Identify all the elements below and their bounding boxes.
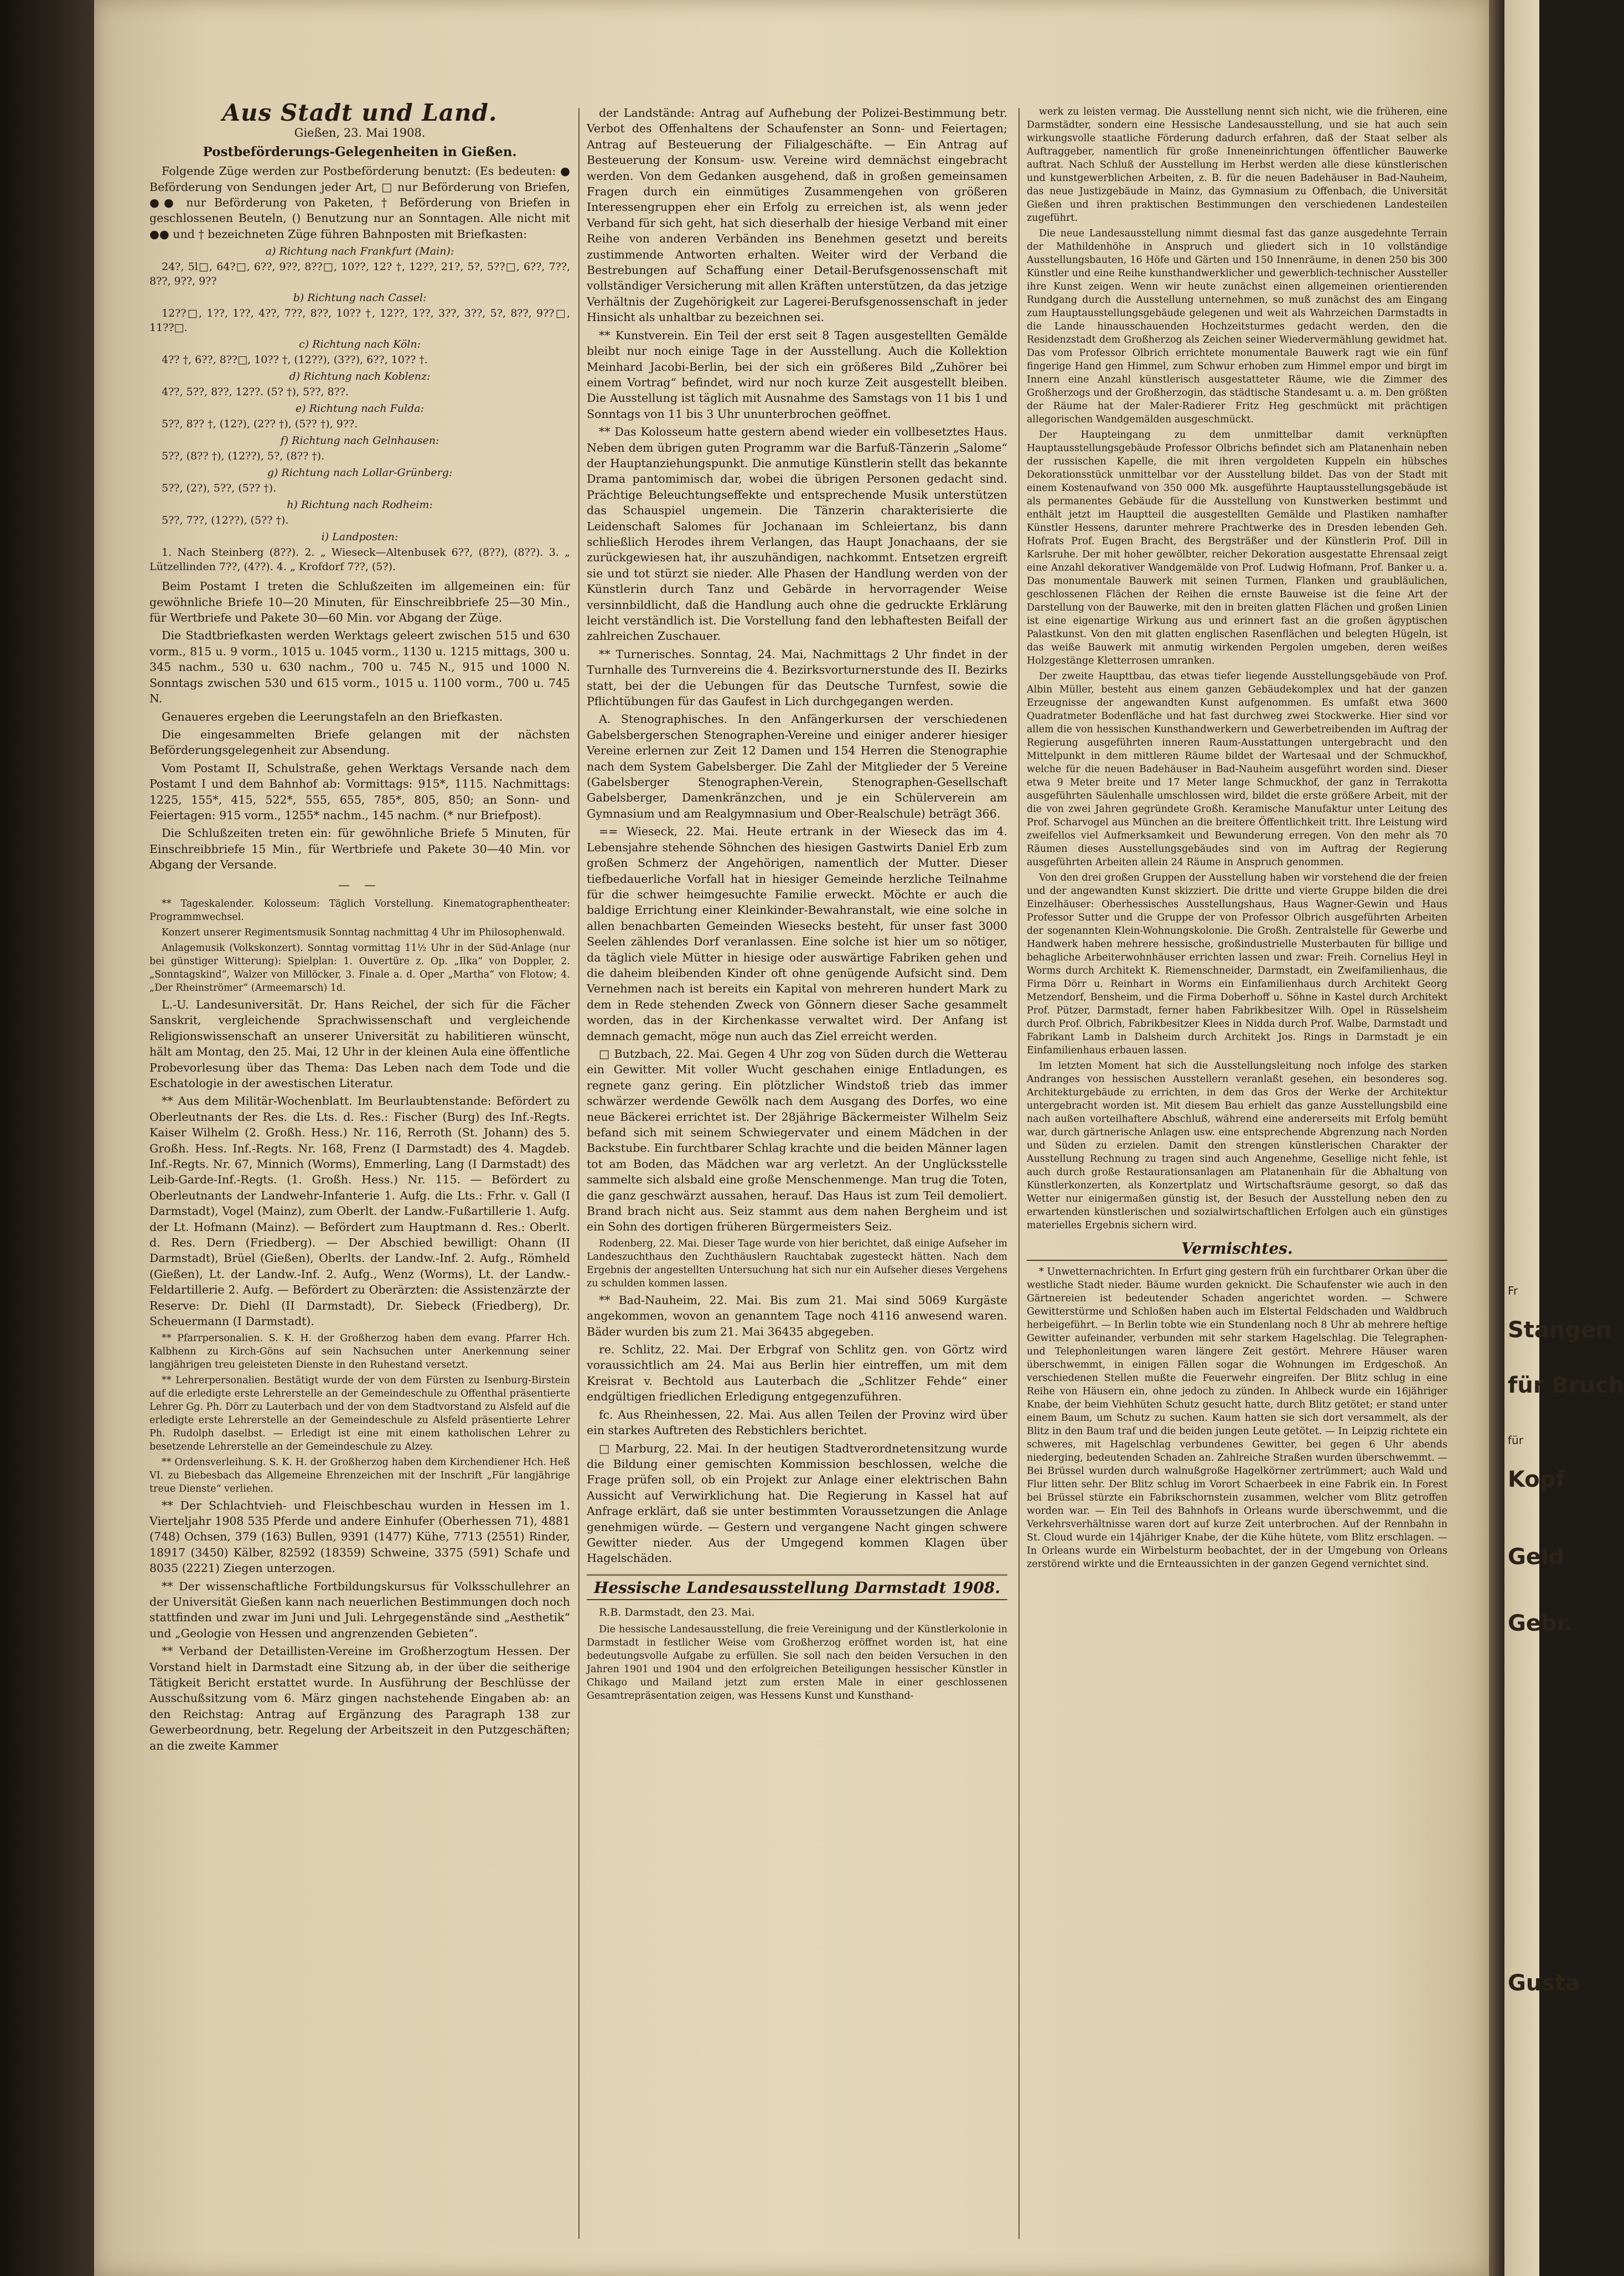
train-schedule	[149, 244, 570, 574]
article-paragraph: Die Stadtbriefkasten werden Werktags geleert zwischen 515 und 630 vorm., 815 u. 9 vorm., 1015 u. 1045 vorm., 1130 u. 1215 mittags, 300 u. 345 nachm., 530 u. 630 nachm., 700 u. 745 N., 915 und 1000 N. Sonntags zwischen 530 und 615 vorm., 1015 u. 1100 vorm., 700 u. 745 N.	[149, 629, 570, 706]
column-2	[587, 105, 1007, 2242]
article-paragraph: ** Verband der Detaillisten-Vereine im Großherzogtum Hessen. Der Vorstand hielt in Darmstadt eine Sitzung ab, in der über die seitherige Tätigkeit Bericht erstattet wurde. In Ausführung der Beschlüsse der Ausschußsitzung vom 6. März gingen nachstehende Eingaben ab: an den Reichstag: Antrag auf Ergänzung des Paragraph 138 zur Gewerbeordnung, betr. Regelung der Arbeitszeit in den Putzgeschäften; an die zweite Kammer	[149, 1644, 570, 1752]
article-paragraph: Die neue Landesausstellung nimmt diesmal fast das ganze ausgedehnte Terrain der Mathildenhöhe in Anspruch und gliedert sich in 10 vollständige Ausstellungsbauten, 16 Höfe und Gärten und 150 Innenräume, in denen 250 bis 300 Künstler und eine Reihe kunsthandwerklicher und gewerblich-technischer Aussteller ihre Kunst zeigen. Wenn wir heute zunächst einen allgemeinen orientierenden Rundgang durch die Ausstellung unternehmen, so muß zunächst des am Eingang zum Hauptausstellungsgebäude gelegenen und weit als Wahrzeichen Darmstadts in die Lande hinausschauenden Hochzeitsturmes gedacht werden, den die Residenzstadt dem Großherzog als Zeichen seiner Wiedervermählung gewidmet hat. Das vom Professor Olbrich errichtete monumentale Bauwerk ragt wie ein fünf fingerige Hand gen Himmel, zum Schwur erhoben zum Himmel empor und birgt im Innern eine Anzahl künstlerisch ausgestatteter Räume, wie die Zimmer des Großherzogs und der Großherzogin, das städtische Standesamt u. a. m. Den größten der Räume hat der Maler-Radierer Fritz Heg geschmückt mit prächtigen allegorischen Wandgemälden ausgeschmückt.	[1027, 228, 1447, 425]
schedule-times: 4??, 5??, 8??, 12??. (5? †), 5??, 8??.	[162, 386, 349, 399]
schedule-times: 5??, (2?), 5??, (5?? †).	[162, 482, 277, 495]
article-heading: Postbeförderungs-Gelegenheiten in Gießen.	[203, 144, 517, 159]
schedule-times: 12??□, 1??, 1??, 4??, 7??, 8??, 10?? †, 12??, 1??, 3??, 3??, 5?, 8??, 9??□, 11??□.	[149, 307, 570, 334]
article-paragraph: Die eingesammelten Briefe gelangen mit der nächsten Beförderungsgelegenheit zur Absendung.	[149, 727, 570, 757]
article-paragraph: Die hessische Landesausstellung, die freie Vereinigung und der Künstlerkolonie in Darmstadt in festlicher Weise vom Großherzog eröffnet worden ist, hat eine bedeutungsvolle Aufgabe zu erfüllen. Sie soll nach den beiden Versuchen in den Jahren 1901 und 1904 und den erfolgreichen Beteiligungen hessischer Künstler in Chikago und Mailand jetzt zum ersten Male in einer geschlossenen Gesamtrepräsentation zeigen, was Hessens Kunst und Kunsthand-	[587, 1623, 1007, 1701]
notice-paragraph: Konzert unserer Regimentsmusik Sonntag nachmittag 4 Uhr im Philosophenwald.	[162, 927, 565, 938]
article-paragraph: ** Das Kolosseum hatte gestern abend wieder ein vollbesetztes Haus. Neben dem übrigen guten Programm war die Barfuß-Tänzerin „Salome“ der Hauptanziehungspunkt. Die anmutige Künstlerin stellt das bekannte Drama pantomimisch dar, wobei die übrigen Personen gedacht sind. Prächtige Beleuchtungseffekte und entsprechende Musik unterstützen das Schauspiel ungemein. Die Tänzerin charakterisierte die Leidenschaft Salomes für Jochanaan im Schleiertanz, bis dann schließlich Herodes ihrem Verlangen, das Haupt Jonachaans, der sie zurückgewiesen hat, ihr auszuhändigen, nachkommt. Entsetzen ergreift sie und tot stürzt sie nieder. Alle Phasen der Handlung werden von der Künstlerin durch Tanz und Gebärde in hervorragender Weise versinnbildlicht, daß die Handlung auch ohne die gedruckte Erklärung leicht verständlich ist. Die Vorstellung fand den lebhaftesten Beifall der zahlreichen Zuschauer.	[587, 425, 1007, 643]
schedule-heading: i) Landposten:	[321, 531, 399, 544]
article-paragraph: □ Marburg, 22. Mai. In der heutigen Stadtverordnetensitzung wurde die Bildung einer gemischten Kommission beschlossen, welche die Frage prüfen soll, ob ein Projekt zur Anlage einer elektrischen Bahn Aussicht auf Verwirklichung hat. Die Regierung in Kassel hat auf Anfrage erklärt, daß sie unter bestimmten Voraussetzungen die Anlage genehmigen würde. — Gestern und vergangene Nacht gingen schwere Gewitter nieder. Aus der Umgegend kommen Klagen über Hagelschäden.	[587, 1441, 1007, 1565]
article-paragraph: Folgende Züge werden zur Postbeförderung benutzt: (Es bedeuten: ● Beförderung von Sendungen jeder Art, □ nur Beförderung von Briefen, ●● nur Beförderung von Paketen, † Beförderung von Briefen in geschlossenen Beuteln, () Benutzung nur an Sonntagen. Alle nicht mit ●● und † bezeichneten Züge führen Bahnposten mit Briefkasten:	[149, 164, 570, 241]
article-paragraph: ** Der wissenschaftliche Fortbildungskursus für Volksschullehrer an der Universität Gießen kann nach neuerlichen Bestimmungen doch noch stattfinden und zwar im Juni und Juli. Lehrgegenstände sind „Aesthetik“ und „Geologie von Hessen und angrenzenden Gebieten“.	[149, 1579, 570, 1640]
exhibition-heading: Hessische Landesausstellung Darmstadt 1908.	[587, 1574, 1007, 1600]
article-paragraph: Genaueres ergeben die Leerungstafeln an den Briefkasten.	[162, 710, 503, 723]
article-paragraph: der Landstände: Antrag auf Aufhebung der Polizei-Bestimmung betr. Verbot des Offenhaltens der Schaufenster an Sonn- und Feiertagen; Antrag auf Besteuerung der Filialgeschäfte. — Ein Antrag auf Besteuerung der Konsum- usw. Vereine wird demnächst eingebracht werden. Von dem Gedanken ausgehend, daß in großen gemeinsamen Fragen durch ein einmütiges Zusammengehen von größeren Interessengruppen eher ein Erfolg zu erreichen ist, als wenn jeder Verband für sich geht, hat sich dieserhalb der hiesige Verband mit einer Reihe von anderen Verbänden ins Benehmen gesetzt und bereits zustimmende Antworten erhalten. Weiter wird der Verband die Bestrebungen auf Schaffung einer Detail-Berufsgenossenschaft mit vollständiger Versicherung mit allen Kräften unterstützen, da das jetzige Verhältnis der Zugehörigkeit zur Lagerei-Berufsgenossenschaft in jeder Hinsicht als unhaltbar zu bezeichnen sei.	[587, 106, 1007, 324]
article-paragraph: Vom Postamt II, Schulstraße, gehen Werktags Versande nach dem Postamt I und dem Bahnhof ab: Vormittags: 915*, 1115. Nachmittags: 1225, 155*, 415, 522*, 555, 655, 785*, 805, 850; an Sonn- und Feiertagen: 915 vorm., 1255* nachm., 145 nachm. (* nur Briefpost).	[149, 761, 570, 822]
article-paragraph: Der Haupteingang zu dem unmittelbar damit verknüpften Hauptausstellungsgebäude Professor Olbrichs befindet sich am Platanenhain neben der russischen Kapelle, die mit ihren vergoldeten Kuppeln ein hübsches Dekorationsstück unmittelbar vor der Ausstellung bildet. Das von der Stadt mit einem Kostenaufwand von 350 000 Mk. ausgeführte Hauptausstellungsgebäude ist als permanentes Gebäude für die Ausstellung von Kunstwerken bestimmt und enthält jetzt im Hauptteil die ausgestellten Gemälde und Plastiken namhafter Künstler Hessens, darunter mehrere Prachtwerke des in Dresden lebenden Geh. Hofrats Prof. Eugen Bracht, des Bergsträßer und der Künstlerin Prof. Dill in Karlsruhe. Der mit hoher gewölbter, reicher Dekoration ausgestatte Ehrensaal zeigt eine Anzahl dekorativer Wandgemälde von Prof. Ludwig Hofmann, Prof. Banker u. a. Das monumentale Bauwerk mit seinen Turmen, Flanken und graubläulichen, geschlossenen Flächen der Reihen die ernste Bauweise ist die feine Art der Darstellung von der Bauwerke, mit den in breiten glatten Flächen und großen Linien ist eine eigenartige Wirkung aus und erinnert fast an die großen ägyptischen Palastkunst. Von den mit glatten englischen Rasenflächen und belegten Hügeln, ist das weiße Bauwerk mit anmutig wirkenden Pergolen umgeben, deren weißes Holzgestänge Kletterrosen umranken.	[1027, 430, 1447, 666]
schedule-times: 5??, (8?? †), (12??), 5?, (8?? †).	[162, 450, 325, 463]
schedule-heading: c) Richtung nach Köln:	[299, 338, 421, 351]
notice-paragraph: ** Ordensverleihung. S. K. H. der Großherzog haben dem Kirchendiener Hch. Heß VI. zu Biebesbach das Allgemeine Ehrenzeichen mit der Inschrift „Für langjährige treue Dienste“ verliehen.	[149, 1456, 570, 1494]
article-paragraph: L.-U. Landesuniversität. Dr. Hans Reichel, der sich für die Fächer Sanskrit, vergleichende Sprachwissenschaft und vergleichende Religionswissenschaft an unserer Universität zu habilitieren wünscht, hält am Montag, den 25. Mai, 12 Uhr in der kleinen Aula eine öffentliche Probevorlesung über das Thema: Das Leben nach dem Tode und die Eschatologie in der awestischen Literatur.	[149, 997, 570, 1090]
schedule-heading: f) Richtung nach Gelnhausen:	[280, 434, 439, 447]
article-paragraph: Die Schlußzeiten treten ein: für gewöhnliche Briefe 5 Minuten, für Einschreibbriefe 15 Min., für Wertbriefe und Pakete 30—40 Min. vor Abgang der Versande.	[149, 826, 570, 872]
article-paragraph: Rodenberg, 22. Mai. Dieser Tage wurde von hier berichtet, daß einige Aufseher im Landeszuchthaus den Zuchthäuslern Rauchtabak zugesteckt hätten. Nach dem Ergebnis der angestellten Untersuchung hat sich nur ein Aufseher dieses Vergehens zu schulden kommen lassen.	[587, 1238, 1007, 1289]
adjacent-page-text: für Bruch	[1508, 1373, 1624, 1398]
schedule-heading: e) Richtung nach Fulda:	[295, 402, 425, 415]
schedule-times: 4?? †, 6??, 8??□, 10?? †, (12??), (3??), 6??, 10?? †.	[162, 354, 428, 366]
section-title: Aus Stadt und Land.	[222, 99, 498, 126]
schedule-heading: b) Richtung nach Cassel:	[293, 292, 427, 304]
article-paragraph: □ Butzbach, 22. Mai. Gegen 4 Uhr zog von Süden durch die Wetterau ein Gewitter. Mit voller Wucht geschahen einige Entladungen, es regnete ganz gering. Ein plötzlicher Windstoß trieb das immer schwärzer werdende Gewölk nach dem Ausgang des Dorfes, wo eine neue Bäckerei errichtet ist. Der 28jährige Bäckermeister Wilhelm Seiz befand sich mit seinem Schwiegervater und einem Mädchen in der Backstube. Ein furchtbarer Schlag krachte und die beiden Männer lagen tot am Boden, das Mädchen war arg verletzt. An der Unglücksstelle sammelte sich alsbald eine große Menschenmenge. Man trug die Toten, die ganz geschwärzt aussahen, herauf. Das Haus ist zum Teil demoliert. Brand brach nicht aus. Seiz stammt aus dem nahen Bergheim und ist ein Sohn des dortigen früheren Bürgermeisters Seiz.	[587, 1047, 1007, 1234]
article-paragraph: == Wieseck, 22. Mai. Heute ertrank in der Wieseck das im 4. Lebensjahre stehende Söhnchen des hiesigen Gastwirts Daniel Erb zum großen Schmerz der Angehörigen, namentlich der Mutter. Dieser tiefbedauerliche Vorfall hat in hiesiger Gemeinde herzliche Teilnahme für die schwer heimgesuchte Familie erweckt. Möchte er auch die baldige Errichtung einer Kleinkinder-Bewahranstalt, wie eine solche in allen benachbarten Gemeinden Wiesecks besteht, für unser fast 3000 Seelen zählendes Dorf veranlassen. Eine solche ist hier um so nötiger, da täglich viele Mütter in hiesige oder auswärtige Fabriken gehen und die daheim bleibenden Kinder oft ohne genügende Aufsicht sind. Dem Vernehmen nach ist bereits ein Kapital von mehreren hundert Mark zu dem in Rede stehenden Zweck von Gönnern dieser Sache gesammelt worden, das in der Kirchenkasse verwaltet wird. Der Anfang ist demnach gemacht, möge nun auch das Ziel erreicht werden.	[587, 825, 1007, 1043]
adjacent-page-text: Geld	[1508, 1544, 1565, 1570]
article-paragraph: werk zu leisten vermag. Die Ausstellung nennt sich nicht, wie die früheren, eine Darmstädter, sondern eine Hessische Landesausstellung, und sie hat auch sein wirkungsvolle staatliche Förderung dadurch erfahren, daß der Staat selber als Auftraggeber, namentlich für große Inneneinrichtungen öffentlicher Bauwerke auftrat. Nach Schluß der Ausstellung im Herbst werden alle diese künstlerischen und kunstgewerblichen Arbeiten, z. B. für die neuen Badehäuser in Bad-Nauheim, das neue Justizgebäude in Mainz, das Gymnasium zu Offenbach, die Universität Gießen und ihren praktischen Bestimmungen den verschiedenen Landesteilen zugeführt.	[1027, 106, 1447, 224]
adjacent-page-text: Stangen	[1508, 1317, 1612, 1343]
article-paragraph: Von den drei großen Gruppen der Ausstellung haben wir vorstehend die der freien und der angewandten Kunst skizziert. Die dritte und vierte Gruppe bilden die drei Einzelhäuser: Oberhessisches Ausstellungshaus, Haus Wagner-Gewin und Haus Professor Sutter und die Gruppe der von Professor Olbrich ausgeführten Arbeiten der sogenannten Klein-Wohnungskolonie. Die Großh. Zentralstelle für Gewerbe und Handwerk haben mehrere hessische, großindustrielle Musterbauten für billige und behagliche Arbeiterwohnhäuser errichten lassen und zwar: Freih. Cornelius Heyl in Worms durch Architekt K. Riemenschneider, Darmstadt, ein Zweifamilienhaus, die Firma Dörr u. Reinhart in Worms ein Einfamilienhaus durch Architekt Georg Metzendorf, Bensheim, und die Firma Doberhoff u. Söhne in Kastel durch Architekt Prof. Pützer, Darmstadt, ferner haben Fabrikbesitzer Wilh. Opel in Rüsselsheim durch Prof. Olbrich, Fabrikbesitzer Klees in Nidda durch Prof. Walbe, Darmstadt und Fabrikant Lamb in Dalsheim durch Architekt Jos. Rings in Darmstadt je ein Einfamilienhaus erbauen lassen.	[1027, 872, 1447, 1056]
book-spine	[1489, 0, 1504, 2276]
schedule-times: 5??, 8?? †, (12?), (2?? †), (5?? †), 9??.	[162, 418, 358, 431]
exhibition-byline: R.B. Darmstadt, den 23. Mai.	[599, 1606, 755, 1619]
schedule-heading: h) Richtung nach Rodheim:	[287, 499, 433, 511]
article-paragraph: Beim Postamt I treten die Schlußzeiten im allgemeinen ein: für gewöhnliche Briefe 10—20 Minuten, für Einschreibbriefe 25—30 Min., für Wertbriefe und Pakete 30—60 Min. vor Abgang der Züge.	[149, 580, 570, 625]
adjacent-page-text: Gusta	[1508, 1970, 1581, 1996]
article-paragraph: ** Der Schlachtvieh- und Fleischbeschau wurden in Hessen im 1. Vierteljahr 1908 535 Pferde und andere Einhufer (Oberhessen 71), 4881 (748) Ochsen, 379 (163) Bullen, 9391 (1477) Kühe, 7713 (2551) Rinder, 18917 (3450) Kälber, 82592 (18359) Schweine, 3375 (591) Schafe und 8035 (2221) Ziegen unterzogen.	[149, 1498, 570, 1575]
article-paragraph: * Unwetternachrichten. In Erfurt ging gestern früh ein furchtbarer Orkan über die westliche Stadt nieder. Bäume wurden geknickt. Die Schaufenster wie auch in den Gärtnereien ist bedeutender Schaden angerichtet worden. — Schwere Gewitterstürme und Schloßen haben auch im Elstertal Feldschaden und Waldbruch herbeigeführt. — In Berlin tobte wie ein Stundenlang noch 8 Uhr ab mehrere heftige Gewitter aufeinander, verbunden mit sehr starkem Hagelschlag. Die Telegraphen- und Telephonleitungen waren längere Zeit gestört. Mehrere Häuser waren überschwemmt, in einigen Fällen sogar die Wohnungen im Erdgeschoß. An verschiedenen Stellen mußte die Feuerwehr eingreifen. Der Blitz schlug in eine Reihe von Häusern ein, ohne jedoch zu zünden. In Ahlbeck wurde ein 16jähriger Knabe, der beim Viehhüten Schutz gesucht hatte, durch Blitz getötet; er stand unter einem Baum, um Schutz zu suchen. Kaum hatten sie sich dort versammelt, als der Blitz in den Baum traf und die beiden jungen Leute getötet. — In Leipzig richtete ein schweres, mit Hagelschlag verbundenes Gewitter, bei gegen 6 Uhr abends niederging, bedeutenden Schaden an. Zahlreiche Straßen wurden überschwemmt. — Bei Brüssel wurden durch walnußgroße Hagelkörner zertrümmert; auch Wald und Flur litten sehr. Der Blitz schlug im Vorort Schaerbeek in eine Fabrik ein. In Forest bei Brüssel stürzte ein Fabrikschornstein zusammen, welcher vom Blitz getroffen worden war. — Ein Teil des Bahnhofs in Orleans wurde überschwemmt, und die Verkehrsverhältnisse waren dort auf kurze Zeit unterbrochen. Auf der Rennbahn in St. Cloud wurde ein 14jähriger Knabe, der die Kühe hütete, vom Blitz erschlagen. — In Orleans wurde ein Wirbelsturm beobachtet, der in der Umgebung von Orleans zerstörend wirkte und die Ernteaussichten in der ganzen Gegend vernichtet sind.	[1027, 1266, 1447, 1570]
article-paragraph: Im letzten Moment hat sich die Ausstellungsleitung noch infolge des starken Andranges von hessischen Ausstellern veranlaßt gesehen, ein besonderes sog. Architekturgebäude zu errichten, in dem das Gros der Werke der Architektur untergebracht worden ist. Mit diesem Bau erhielt das ganze Ausstellungsbild eine nach außen vorteilhaftere Abschluß, während eine andererseits mit Erfolg bemüht war, durch gärtnerische Anlagen usw. eine entsprechende Abgrenzung nach Norden und Süden zu erzielen. Damit den strengen künstlerischen Charakter der Ausstellung Rechnung zu tragen sind auch Angenehme, Gesellige nicht fehle, ist auch durch große Restaurationsanlagen am Platanenhain für die Abhaltung von Künstlerkonzerten, als Konzertplatz und Wirtschaftsräume gesorgt, so daß das Wetter nur einigermaßen günstig ist, der Besuch der Ausstellung neben den zu erwartenden künstlerischen und sozialwirtschaftlichen Erfolgen auch ein günstiges materielles Ergebnis sichern wird.	[1027, 1061, 1447, 1231]
article-paragraph: ** Aus dem Militär-Wochenblatt. Im Beurlaubtenstande: Befördert zu Oberleutnants der Res. die Lts. d. Res.: Fischer (Burg) des Inf.-Regts. Kaiser Wilhelm (2. Großh. Hess.) Nr. 116, Rerroth (St. Johann) des 5. Großh. Hess. Inf.-Regts. Nr. 168, Frenz (I Darmstadt) des 4. Magdeb. Inf.-Regts. Nr. 67, Minnich (Worms), Emmerling, Lang (I Darmstadt) des Leib-Garde-Inf.-Regts. (1. Großh. Hess.) Nr. 115. — Befördert zu Oberleutnants der Landwehr-Infanterie 1. Aufg. die Lts.: Frhr. v. Gall (I Darmstadt), Vogel (Mainz), zum Oberlt. der Landw.-Fußartillerie 1. Aufg. der Lt. Hofmann (Mainz). — Befördert zum Hauptmann d. Res.: Oberlt. d. Res. Dern (Friedberg). — Der Abschied bewilligt: Ohann (II Darmstadt), Brüel (Gießen), Oberlts. der Landw.-Inf. 2. Aufg., Römheld (Gießen), Lt. der Landw.-Inf. 2. Aufg., Wenz (Worms), Lt. der Landw.-Feldartillerie 2. Aufg. — Befördert zu Oberärzten: die Assistenzärzte der Reserve: Dr. Diehl (II Darmstadt), Dr. Siebeck (Friedberg), Dr. Scheuermann (I Darmstadt).	[149, 1094, 570, 1328]
dateline: Gießen, 23. Mai 1908.	[294, 126, 426, 140]
adjacent-page-text: für	[1508, 1434, 1523, 1447]
column-1	[149, 99, 570, 2242]
schedule-times: 24?, 5l□, 64?□, 6??, 9??, 8??□, 10??, 12? †, 12??, 21?, 5?, 5??□, 6??, 7??, 8??, 9??, 9??	[149, 261, 570, 288]
article-paragraph: fc. Aus Rheinhessen, 22. Mai. Aus allen Teilen der Provinz wird über ein starkes Auftreten des Rebstichlers berichtet.	[587, 1408, 1007, 1437]
adjacent-page-text: Kopf	[1508, 1467, 1565, 1492]
binding-shadow	[0, 0, 94, 2276]
article-paragraph: ** Bad-Nauheim, 22. Mai. Bis zum 21. Mai sind 5069 Kurgäste angekommen, wovon an genanntem Tage noch 4116 anwesend waren. Bäder wurden bis zum 21. Mai 36435 abgegeben.	[587, 1293, 1007, 1338]
adjacent-page-text: Gebr.	[1508, 1611, 1573, 1636]
article-paragraph: re. Schlitz, 22. Mai. Der Erbgraf von Schlitz gen. von Görtz wird voraussichtlich am 24. Mai aus Berlin hier eintreffen, um mit dem Kreisrat v. Bechtold aus Lauterbach die „Schlitzer Fehde“ einer endgültigen friedlichen Erledigung entgegenzuführen.	[587, 1343, 1007, 1404]
separator: — —	[338, 878, 381, 892]
article-paragraph: A. Stenographisches. In den Anfängerkursen der verschiedenen Gabelsbergerschen Stenographen-Vereine und einiger anderer hiesiger Vereine erlernen zur Zeit 12 Damen und 154 Herren die Stenographie nach dem System Gabelsberger. Die Zahl der Mitglieder der 5 Vereine (Gabelsberger Stenographen-Verein, Stenographen-Gesellschaft Gabelsberger, Damenkränzchen, und je ein Schülerverein am Gymnasium und am Realgymnasium und Ober-Realschule) beträgt 366.	[587, 712, 1007, 820]
column-3	[1027, 105, 1447, 2242]
column-rule	[578, 108, 580, 2239]
adjacent-page-text: Fr	[1508, 1284, 1518, 1297]
schedule-times: 5??, 7??, (12??), (5?? †).	[162, 514, 289, 527]
schedule-times: 1. Nach Steinberg (8??). 2. „ Wieseck—Altenbusek 6??, (8??), (8??). 3. „ Lützellinden 7??, (4??). 4. „ Krofdorf 7??, (5?).	[149, 546, 570, 573]
notice-paragraph: ** Lehrerpersonalien. Bestätigt wurde der von dem Fürsten zu Isenburg-Birstein auf die erledigte erste Lehrerstelle an der Gemeindeschule zu Offenthal präsentierte Lehrer Gg. Ph. Dörr zu Lauterbach und der von dem Stadtvorstand zu Alsfeld auf die erledigte erste Lehrerstelle an der Gemeindeschule zu Alsfeld präsentierte Lehrer Ph. Rudolph daselbst. — Erledigt ist eine mit einem katholischen Lehrer zu besetzende Lehrerstelle an der Gemeindeschule zu Alzey.	[149, 1374, 570, 1452]
article-paragraph: ** Turnerisches. Sonntag, 24. Mai, Nachmittags 2 Uhr findet in der Turnhalle des Turnvereins die 4. Bezirksvorturnerstunde des II. Bezirks statt, bei der die Uebungen für das Deutsche Turnfest, sowie die Pflichtübungen für das Gaufest in Lich durchgegangen werden.	[587, 647, 1007, 708]
article-paragraph: Der zweite Haupttbau, das etwas tiefer liegende Ausstellungsgebäude von Prof. Albin Müller, besteht aus einem ganzen Gebäudekomplex und hat der ganzen Erzeugnisse der angewandten Kunst aufgenommen. Es umfaßt etwa 3600 Quadratmeter Bodenfläche und hat fast durchweg zwei Stockwerke. Hier sind vor allem die von hessischen Kunsthandwerkern und Gewerbetreibenden im Auftrag der Regierung ausgeführten inneren Raum-Ausstattungen untergebracht und den Mittelpunkt in dem mittleren Räume bildet der Wartesaal und der Schmuckhof, welche für die neuen Badehäuser in Bad-Nauheim ausgeführt worden sind. Dieser etwa 9 Meter breite und 17 Meter lange Schmuckhof, der ganz in Terrakotta ausgeführten Säulenhalle umschlossen wird, bildet die erste größere Arbeit, mit der die von zwei Jahren gegründete Großh. Keramische Manufaktur unter Leitung des Prof. Scharvogel aus München an die breitere Öffentlichkeit tritt. Ihre Leistung wird zweifellos viel Aufmerksamkeit und Bewunderung erregen. Von den mehr als 70 Räumen dieses Ausstellungsgebäudes sind von im Auftrag der Regierung ausgeführten Arbeiten allein 24 Räume in Anspruch genommen.	[1027, 671, 1447, 868]
adjacent-page-edge	[1504, 0, 1624, 2276]
schedule-heading: d) Richtung nach Koblenz:	[289, 370, 431, 383]
article-paragraph: ** Kunstverein. Ein Teil der erst seit 8 Tagen ausgestellten Gemälde bleibt nur noch einige Tage in der Ausstellung. Auch die Kollektion Meinhard Jacobi-Berlin, bei der sich ein größeres Bild „Zuhörer bei einem Vortrag“ befindet, wird nur noch kurze Zeit ausgestellt bleiben. Die Ausstellung ist täglich mit Ausnahme des Samstags von 11 bis 1 und Sonntags von 11 bis 3 Uhr ununterbrochen geöffnet.	[587, 328, 1007, 421]
column-rule	[1018, 108, 1020, 2239]
notice-paragraph: ** Tageskalender. Kolosseum: Täglich Vorstellung. Kinematographentheater: Programmwechsel.	[149, 898, 570, 923]
notice-paragraph: ** Pfarrpersonalien. S. K. H. der Großherzog haben dem evang. Pfarrer Hch. Kalbhenn zu Kirch-Göns auf sein Nachsuchen unter Anerkennung seiner langjährigen treu geleisteten Dienste in den Ruhestand versetzt.	[149, 1332, 570, 1370]
misc-section-heading: Vermischtes.	[1027, 1241, 1447, 1261]
notice-paragraph: Anlagemusik (Volkskonzert). Sonntag vormittag 11½ Uhr in der Süd-Anlage (nur bei günstiger Witterung): Spielplan: 1. Ouvertüre z. Op. „Ilka“ von Doppler, 2. „Sonntagskind“, Walzer von Millöcker, 3. Finale a. d. Oper „Martha“ von Flotow; 4. „Der Rheinströmer“ (Armeemarsch) 1d.	[149, 942, 570, 994]
schedule-heading: a) Richtung nach Frankfurt (Main):	[265, 245, 454, 258]
schedule-heading: g) Richtung nach Lollar-Grünberg:	[267, 467, 453, 479]
